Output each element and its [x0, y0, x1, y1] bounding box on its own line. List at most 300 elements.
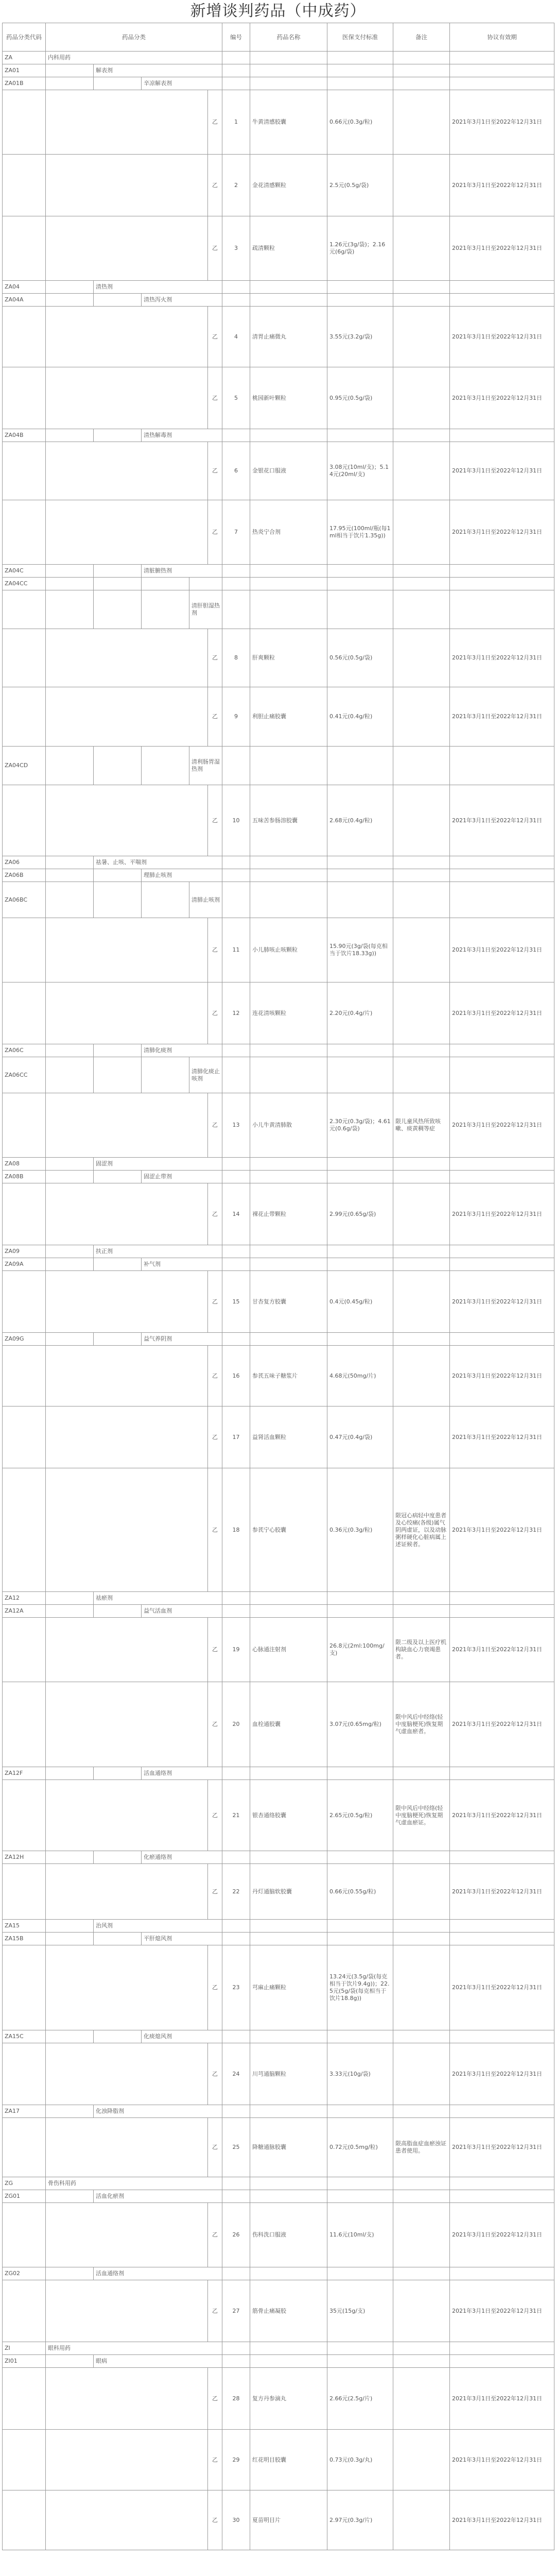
category-cell	[46, 2118, 208, 2177]
drug-row	[3, 500, 554, 565]
drug-remark	[393, 90, 450, 155]
drug-name: 血栓通胶囊	[250, 1682, 327, 1767]
agreement-period: 2021年3月1日至2022年12月31日	[450, 687, 554, 747]
category-cell	[94, 1933, 142, 1945]
drug-class: 乙	[208, 1468, 222, 1592]
category-row	[3, 2267, 554, 2280]
payment-standard: 3.08元(10ml/支)；5.14元(20ml/支)	[327, 442, 393, 500]
category-cell	[94, 1171, 142, 1183]
agreement-period: 2021年3月1日至2022年12月31日	[450, 216, 554, 281]
empty-cell	[327, 590, 393, 629]
category-cell	[94, 1333, 142, 1346]
category-code: ZA04B	[3, 429, 46, 442]
category-cell	[46, 77, 94, 90]
drug-name: 夏苗明目片	[250, 2490, 327, 2550]
category-label: 益气养阴剂	[142, 1333, 222, 1346]
drug-remark	[393, 918, 450, 982]
drug-remark	[393, 1346, 450, 1406]
code-cell	[3, 2043, 46, 2105]
category-cell	[46, 429, 94, 442]
category-cell	[46, 1258, 94, 1271]
code-cell	[3, 1406, 46, 1468]
empty-cell	[327, 2030, 393, 2043]
drug-name: 参芪宁心胶囊	[250, 1468, 327, 1592]
drug-class: 乙	[208, 2430, 222, 2490]
empty-cell	[250, 1171, 327, 1183]
empty-cell	[327, 1933, 393, 1945]
category-row	[3, 1767, 554, 1780]
header-name: 药品名称	[250, 23, 327, 52]
category-cell	[94, 578, 142, 590]
category-cell	[46, 1682, 208, 1767]
drug-remark: 限儿童风热所致咳嗽、痰黄稠等症	[393, 1093, 450, 1158]
category-label: 平肝熄风剂	[142, 1933, 222, 1945]
empty-cell	[222, 2030, 250, 2043]
category-row	[3, 2355, 554, 2368]
payment-standard: 3.55元(3.2g/袋)	[327, 307, 393, 367]
empty-cell	[222, 77, 250, 90]
drug-row	[3, 2203, 554, 2267]
drug-name: 裸花止带颗粒	[250, 1183, 327, 1245]
empty-cell	[450, 565, 554, 578]
drug-remark	[393, 367, 450, 429]
empty-cell	[250, 429, 327, 442]
empty-cell	[250, 2177, 327, 2190]
empty-cell	[393, 1044, 450, 1057]
category-cell	[142, 1057, 189, 1093]
empty-cell	[327, 2105, 393, 2118]
code-cell	[3, 2430, 46, 2490]
drug-row	[3, 629, 554, 687]
empty-cell	[393, 294, 450, 307]
payment-standard: 0.36元(0.3g/粒)	[327, 1468, 393, 1592]
drug-class: 乙	[208, 918, 222, 982]
drug-name: 银杏通络胶囊	[250, 1780, 327, 1851]
drug-remark	[393, 2043, 450, 2105]
drug-remark	[393, 2490, 450, 2550]
empty-cell	[393, 882, 450, 918]
category-cell	[46, 294, 94, 307]
empty-cell	[222, 1592, 250, 1605]
category-row	[3, 869, 554, 882]
empty-cell	[250, 882, 327, 918]
payment-standard: 2.66元(2.5g/片)	[327, 2368, 393, 2430]
empty-cell	[327, 64, 393, 77]
category-code: ZA04A	[3, 294, 46, 307]
empty-cell	[250, 590, 327, 629]
category-code: ZA12F	[3, 1767, 46, 1780]
drug-class: 乙	[208, 1183, 222, 1245]
drug-remark: 限冠心病轻中度患者及心绞痛(各级)属气阴两虚证，以及动脉粥样硬化心脏病属上述证候者。	[393, 1468, 450, 1592]
drug-name: 清胃止痛微丸	[250, 307, 327, 367]
category-cell	[46, 1346, 208, 1406]
category-row	[3, 64, 554, 77]
drug-row	[3, 367, 554, 429]
category-cell	[94, 2030, 142, 2043]
category-cell	[46, 882, 94, 918]
empty-cell	[393, 1057, 450, 1093]
drug-row	[3, 2043, 554, 2105]
drug-row	[3, 687, 554, 747]
category-row	[3, 1920, 554, 1933]
empty-cell	[327, 1851, 393, 1864]
payment-standard: 1.26元(3g/袋)；2.16元(6g/袋)	[327, 216, 393, 281]
agreement-period: 2021年3月1日至2022年12月31日	[450, 1468, 554, 1592]
drug-remark	[393, 982, 450, 1044]
category-row	[3, 52, 554, 64]
drug-name: 伤科洗口服液	[250, 2203, 327, 2267]
category-row	[3, 578, 554, 590]
agreement-period: 2021年3月1日至2022年12月31日	[450, 442, 554, 500]
drug-remark: 限中风后中经络(轻中度脑梗死)恢复期气虚血瘀者。	[393, 1682, 450, 1767]
drug-row	[3, 2368, 554, 2430]
category-row	[3, 294, 554, 307]
empty-cell	[250, 1851, 327, 1864]
code-cell	[3, 1618, 46, 1682]
category-cell	[142, 882, 189, 918]
code-cell	[3, 442, 46, 500]
drug-class: 乙	[208, 442, 222, 500]
empty-cell	[393, 1158, 450, 1171]
drug-row	[3, 2280, 554, 2342]
category-code: ZA06B	[3, 869, 46, 882]
empty-cell	[250, 1333, 327, 1346]
drug-remark	[393, 155, 450, 216]
empty-cell	[250, 565, 327, 578]
category-cell	[94, 429, 142, 442]
code-cell	[3, 785, 46, 856]
empty-cell	[393, 1171, 450, 1183]
empty-cell	[222, 1245, 250, 1258]
category-label: 清脏腑热剂	[142, 565, 222, 578]
drug-number: 5	[222, 367, 250, 429]
code-cell	[3, 590, 46, 629]
header-remarks: 备注	[393, 23, 450, 52]
code-cell	[3, 1780, 46, 1851]
drug-remark	[393, 500, 450, 565]
category-code: ZA12H	[3, 1851, 46, 1864]
empty-cell	[450, 2105, 554, 2118]
drug-class: 乙	[208, 1864, 222, 1920]
drug-row	[3, 1406, 554, 1468]
empty-cell	[393, 52, 450, 64]
drug-row	[3, 2430, 554, 2490]
empty-cell	[250, 2355, 327, 2368]
category-cell	[94, 882, 142, 918]
category-code: ZA08	[3, 1158, 46, 1171]
drug-name: 筋骨止痛凝胶	[250, 2280, 327, 2342]
empty-cell	[393, 1605, 450, 1618]
category-code: ZA09A	[3, 1258, 46, 1271]
category-row	[3, 1605, 554, 1618]
drug-number: 8	[222, 629, 250, 687]
drug-class: 乙	[208, 785, 222, 856]
drug-row	[3, 1618, 554, 1682]
category-cell	[46, 367, 208, 429]
empty-cell	[327, 1920, 393, 1933]
empty-cell	[450, 1258, 554, 1271]
category-label: 理肺止咳剂	[142, 869, 222, 882]
empty-cell	[450, 2177, 554, 2190]
drug-number: 9	[222, 687, 250, 747]
empty-cell	[327, 1057, 393, 1093]
agreement-period: 2021年3月1日至2022年12月31日	[450, 1406, 554, 1468]
empty-cell	[327, 2267, 393, 2280]
payment-standard: 2.5元(0.5g/袋)	[327, 155, 393, 216]
header-agreement-period: 协议有效期	[450, 23, 554, 52]
empty-cell	[393, 429, 450, 442]
agreement-period: 2021年3月1日至2022年12月31日	[450, 982, 554, 1044]
drug-name: 甘杏复方胶囊	[250, 1271, 327, 1333]
empty-cell	[450, 429, 554, 442]
category-label: 固涩止带剂	[142, 1171, 222, 1183]
drug-name: 芎麻止痛颗粒	[250, 1945, 327, 2030]
agreement-period: 2021年3月1日至2022年12月31日	[450, 1682, 554, 1767]
header-code: 药品分类代码	[3, 23, 46, 52]
drug-class: 乙	[208, 2203, 222, 2267]
empty-cell	[450, 1245, 554, 1258]
category-label: 补气剂	[142, 1258, 222, 1271]
category-cell	[46, 90, 208, 155]
drug-number: 30	[222, 2490, 250, 2550]
drug-class: 乙	[208, 1346, 222, 1406]
empty-cell	[250, 52, 327, 64]
drug-class: 乙	[208, 500, 222, 565]
empty-cell	[393, 590, 450, 629]
empty-cell	[222, 2342, 250, 2355]
drug-number: 12	[222, 982, 250, 1044]
drug-number: 1	[222, 90, 250, 155]
drug-name: 丹灯通脑软胶囊	[250, 1864, 327, 1920]
drug-number: 4	[222, 307, 250, 367]
drug-remark: 限中风后中经络(轻中度脑梗死)恢复期气虚血瘀证。	[393, 1780, 450, 1851]
empty-cell	[327, 1171, 393, 1183]
payment-standard: 0.73元(0.3g/丸)	[327, 2430, 393, 2490]
empty-cell	[450, 869, 554, 882]
category-cell	[142, 747, 189, 785]
category-code: ZA	[3, 52, 46, 64]
category-cell	[94, 77, 142, 90]
category-label: 扶正剂	[94, 1245, 222, 1258]
category-code: ZA04C	[3, 565, 46, 578]
empty-cell	[450, 77, 554, 90]
payment-standard: 0.41元(0.4g/粒)	[327, 687, 393, 747]
code-cell	[3, 629, 46, 687]
category-cell	[46, 1592, 94, 1605]
category-code: ZA08B	[3, 1171, 46, 1183]
code-cell	[3, 367, 46, 429]
agreement-period: 2021年3月1日至2022年12月31日	[450, 1183, 554, 1245]
empty-cell	[250, 1057, 327, 1093]
agreement-period: 2021年3月1日至2022年12月31日	[450, 500, 554, 565]
drug-name: 连花清咳颗粒	[250, 982, 327, 1044]
agreement-period: 2021年3月1日至2022年12月31日	[450, 2430, 554, 2490]
code-cell	[3, 216, 46, 281]
drug-number: 14	[222, 1183, 250, 1245]
payment-standard: 2.65元(0.5g/粒)	[327, 1780, 393, 1851]
category-cell	[46, 307, 208, 367]
empty-cell	[327, 1044, 393, 1057]
code-cell	[3, 1271, 46, 1333]
drug-class: 乙	[208, 307, 222, 367]
drug-number: 17	[222, 1406, 250, 1468]
drug-class: 乙	[208, 2490, 222, 2550]
drug-number: 16	[222, 1346, 250, 1406]
empty-cell	[250, 1158, 327, 1171]
empty-cell	[327, 2177, 393, 2190]
category-code: ZA06C	[3, 1044, 46, 1057]
drug-remark	[393, 1406, 450, 1468]
empty-cell	[327, 882, 393, 918]
drug-class: 乙	[208, 155, 222, 216]
drug-remark	[393, 1864, 450, 1920]
header-payment-standard: 医保支付标准	[327, 23, 393, 52]
drug-number: 22	[222, 1864, 250, 1920]
category-cell	[46, 1605, 94, 1618]
empty-cell	[450, 590, 554, 629]
drug-remark	[393, 2203, 450, 2267]
payment-standard: 17.95元(100ml/瓶(每1ml相当于饮片1.35g))	[327, 500, 393, 565]
category-row	[3, 1592, 554, 1605]
empty-cell	[450, 294, 554, 307]
drug-name: 益肾活血颗粒	[250, 1406, 327, 1468]
empty-cell	[222, 2105, 250, 2118]
drug-class: 乙	[208, 1093, 222, 1158]
empty-cell	[222, 2190, 250, 2203]
drug-class: 乙	[208, 2043, 222, 2105]
category-cell	[46, 982, 208, 1044]
empty-cell	[393, 2105, 450, 2118]
drug-class: 乙	[208, 90, 222, 155]
drug-number: 13	[222, 1093, 250, 1158]
drug-row	[3, 1864, 554, 1920]
category-label: 清肝胆湿热剂	[189, 590, 222, 629]
drug-row	[3, 1780, 554, 1851]
category-cell	[46, 1780, 208, 1851]
category-label: 活血化瘀剂	[94, 2190, 222, 2203]
agreement-period: 2021年3月1日至2022年12月31日	[450, 367, 554, 429]
empty-cell	[250, 64, 327, 77]
drug-class: 乙	[208, 1780, 222, 1851]
empty-cell	[450, 2355, 554, 2368]
code-cell	[3, 982, 46, 1044]
payment-standard: 0.66元(0.55g/粒)	[327, 1864, 393, 1920]
header-row	[3, 23, 554, 52]
drug-name: 小儿牛黄清肺散	[250, 1093, 327, 1158]
code-cell	[3, 1346, 46, 1406]
drug-name: 利胆止痛胶囊	[250, 687, 327, 747]
drug-class: 乙	[208, 1271, 222, 1333]
drug-row	[3, 982, 554, 1044]
code-cell	[3, 2368, 46, 2430]
drug-name: 疏清颗粒	[250, 216, 327, 281]
category-cell	[46, 1044, 94, 1057]
drug-row	[3, 90, 554, 155]
code-cell	[3, 90, 46, 155]
category-label: 清热剂	[94, 281, 222, 294]
agreement-period: 2021年3月1日至2022年12月31日	[450, 2043, 554, 2105]
drug-number: 20	[222, 1682, 250, 1767]
category-cell	[46, 869, 94, 882]
category-cell	[46, 565, 94, 578]
category-label: 活血通络剂	[142, 1767, 222, 1780]
drug-row	[3, 2118, 554, 2177]
category-label: 骨伤科用药	[46, 2177, 222, 2190]
drug-number: 19	[222, 1618, 250, 1682]
empty-cell	[222, 882, 250, 918]
agreement-period: 2021年3月1日至2022年12月31日	[450, 90, 554, 155]
drug-class: 乙	[208, 1618, 222, 1682]
empty-cell	[250, 747, 327, 785]
empty-cell	[393, 578, 450, 590]
drug-row	[3, 1346, 554, 1406]
empty-cell	[327, 281, 393, 294]
drug-name: 降糖通脉胶囊	[250, 2118, 327, 2177]
agreement-period: 2021年3月1日至2022年12月31日	[450, 629, 554, 687]
category-cell	[46, 1468, 208, 1592]
category-row	[3, 1057, 554, 1093]
empty-cell	[327, 1605, 393, 1618]
empty-cell	[222, 2267, 250, 2280]
drug-number: 2	[222, 155, 250, 216]
empty-cell	[450, 1044, 554, 1057]
agreement-period: 2021年3月1日至2022年12月31日	[450, 2280, 554, 2342]
category-code: ZA15C	[3, 2030, 46, 2043]
category-cell	[46, 918, 208, 982]
category-row	[3, 2177, 554, 2190]
category-cell	[46, 2430, 208, 2490]
category-code: ZA15	[3, 1920, 46, 1933]
payment-standard: 35元(15g/支)	[327, 2280, 393, 2342]
empty-cell	[250, 2105, 327, 2118]
category-cell	[46, 629, 208, 687]
empty-cell	[222, 1767, 250, 1780]
empty-cell	[393, 2342, 450, 2355]
drug-remark	[393, 629, 450, 687]
empty-cell	[450, 1057, 554, 1093]
payment-standard: 2.30元(0.3g/袋)；4.61元(0.6g/袋)	[327, 1093, 393, 1158]
category-cell	[46, 687, 208, 747]
empty-cell	[327, 429, 393, 442]
category-cell	[94, 590, 142, 629]
category-cell	[46, 856, 94, 869]
drug-number: 10	[222, 785, 250, 856]
category-cell	[46, 2355, 94, 2368]
empty-cell	[327, 747, 393, 785]
agreement-period: 2021年3月1日至2022年12月31日	[450, 307, 554, 367]
payment-standard: 13.24元(3.5g/袋(每克相当于饮片9.4g))；22.5元(5g/袋(每克相当于饮片18.8g))	[327, 1945, 393, 2030]
drug-class: 乙	[208, 1406, 222, 1468]
category-label: 清利肠胃湿热剂	[189, 747, 222, 785]
empty-cell	[327, 1245, 393, 1258]
drug-number: 29	[222, 2430, 250, 2490]
empty-cell	[250, 578, 327, 590]
drug-number: 28	[222, 2368, 250, 2430]
category-cell	[46, 2190, 94, 2203]
empty-cell	[393, 565, 450, 578]
empty-cell	[327, 294, 393, 307]
empty-cell	[393, 1767, 450, 1780]
category-cell	[46, 1333, 94, 1346]
empty-cell	[250, 1245, 327, 1258]
payment-standard: 11.6元(10ml/支)	[327, 2203, 393, 2267]
empty-cell	[250, 77, 327, 90]
category-cell	[46, 64, 94, 77]
empty-cell	[450, 578, 554, 590]
code-cell	[3, 918, 46, 982]
empty-cell	[327, 2355, 393, 2368]
drug-name: 桃园新叶颗粒	[250, 367, 327, 429]
